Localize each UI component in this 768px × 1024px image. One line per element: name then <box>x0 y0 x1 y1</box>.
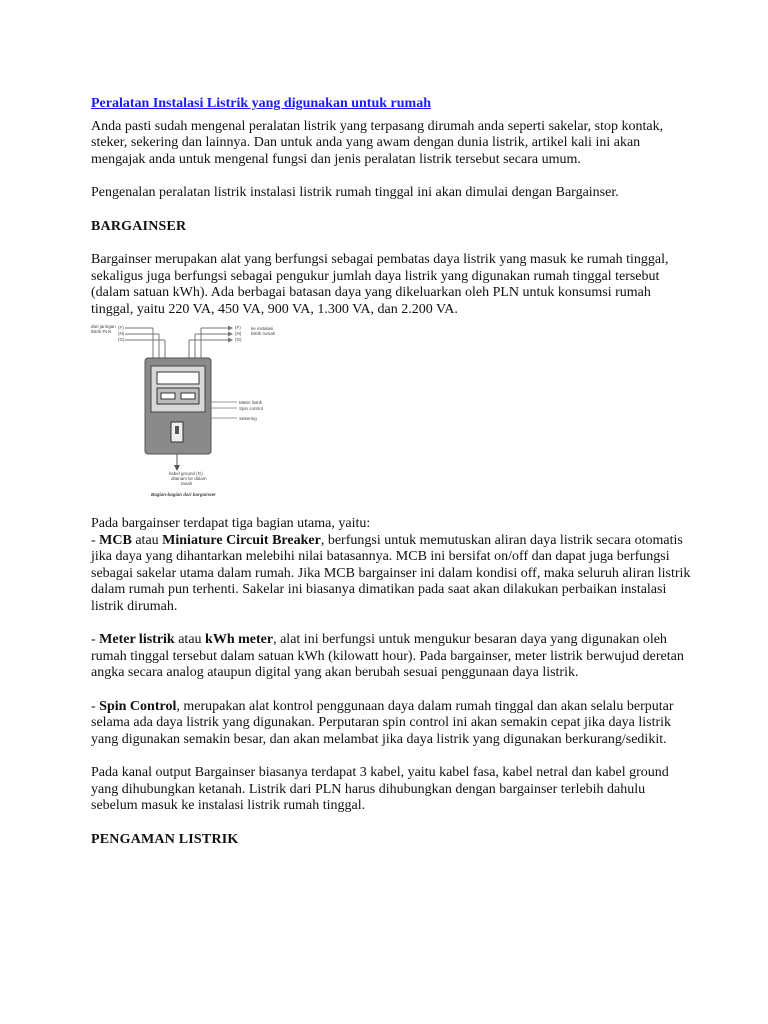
wire-label-f-left: (F) <box>118 325 124 330</box>
bargainser-paragraph-1: Bargainser merupakan alat yang berfungsi sebagai pembatas daya listrik yang masuk ke rumah tinggal, sekaligus juga berfungsi sebagai pengukur jumlah daya listrik yang digunakan rumah tinggal tersebut (dalam satuan kWh). Ada berbagai batasan daya yang dikeluarkan oleh PLN untuk konsumsi rumah tinggal, yaitu 220 VA, 450 VA, 900 VA, 1.300 VA, dan 2.200 VA. <box>91 252 669 317</box>
list-item-spin: - Spin Control, merupakan alat kontrol penggunaan daya dalam rumah tinggal dan akan selalu berputar selama ada daya listrik yang digunakan. Perputaran spin control ini akan semakin cepat jika daya listrik yang digunakan semakin besar, dan akan melambat jika daya listrik yang digunakan berkurang/sedikit. <box>91 698 674 747</box>
figure-caption: Bagian-bagian dari bargainser <box>151 492 216 497</box>
wire-label-f-right: (F) <box>235 325 241 330</box>
intro-paragraph-1: Anda pasti sudah mengenal peralatan listrik yang terpasang dirumah anda seperti sakelar, stop kontak, steker, sekering dan lainnya. Dan untuk anda yang awam dengan dunia listrik, artikel kali ini akan mengajak anda untuk mengenal fungsi dan jenis peralatan listrik tersebut secara umum. <box>91 118 664 167</box>
document-page <box>91 96 691 848</box>
list-item-meter: - Meter listrik atau kWh meter, alat ini berfungsi untuk mengukur besaran daya yang digunakan oleh rumah tinggal tersebut dalam satuan kWh (kilowatt hour). Pada bargainser, meter listrik berwujud deretan angka secara analog ataupun digital yang akan berubah sesuai penggunaan daya listrik. <box>91 632 684 680</box>
wire-label-g-right: (G) <box>235 337 242 342</box>
bargainser-paragraph-3: Pada kanal output Bargainser biasanya terdapat 3 kabel, yaitu kabel fasa, kabel netral dan kabel ground yang dihubungkan ketanah. Listrik dari PLN harus dihubungkan dengan bargainser terlebih dahulu sebelum masuk ke instalasi listrik rumah tinggal. <box>91 765 669 813</box>
intro-paragraph-2: Pengenalan peralatan listrik instalasi listrik rumah tinggal ini akan dimulai dengan Bargainser. <box>91 185 619 200</box>
label-meter: Meter listrik <box>239 400 263 405</box>
label-ground-2: ditanam ke dalam <box>171 476 207 481</box>
label-ground-3: tanah <box>181 481 193 486</box>
article-title-link[interactable]: Peralatan Instalasi Listrik yang digunakan untuk rumah <box>91 96 431 111</box>
wire-label-n-right: (N) <box>235 331 242 336</box>
label-spin: Spin control <box>239 406 263 411</box>
bargainser-diagram <box>91 322 291 510</box>
bargainser-paragraph-2: Pada bargainser terdapat tiga bagian utama, yaitu: <box>91 516 371 531</box>
label-to-house-2: listrik rumah <box>251 331 276 336</box>
label-to-house: ke instalasi <box>251 326 274 331</box>
label-ground-1: kabel ground (G) <box>169 471 203 476</box>
wire-label-n-left: (N) <box>118 331 125 336</box>
label-mcb: Sekering <box>239 416 257 421</box>
wire-label-g-left: (G) <box>118 337 125 342</box>
label-from-pln: dari jaringan <box>91 324 116 329</box>
section-heading-bargainser: BARGAINSER <box>91 218 187 234</box>
section-heading-pengaman: PENGAMAN LISTRIK <box>91 831 239 847</box>
list-item-mcb: - MCB atau Miniature Circuit Breaker, berfungsi untuk memutuskan aliran daya listrik secara otomatis jika daya yang dihantarkan melebihi nilai batasannya. MCB ini bersifat on/off dan dapat juga berfungsi sebagai sakelar utama dalam rumah. Jika MCB bargainser ini dalam kondisi off, maka seluruh aliran listrik dalam rumah pun terhenti. Sakelar ini biasanya dimatikan pada saat akan dilakukan perbaikan instalasi listrik dirumah. <box>91 532 691 614</box>
label-from-pln-2: listrik PLN <box>91 329 112 334</box>
